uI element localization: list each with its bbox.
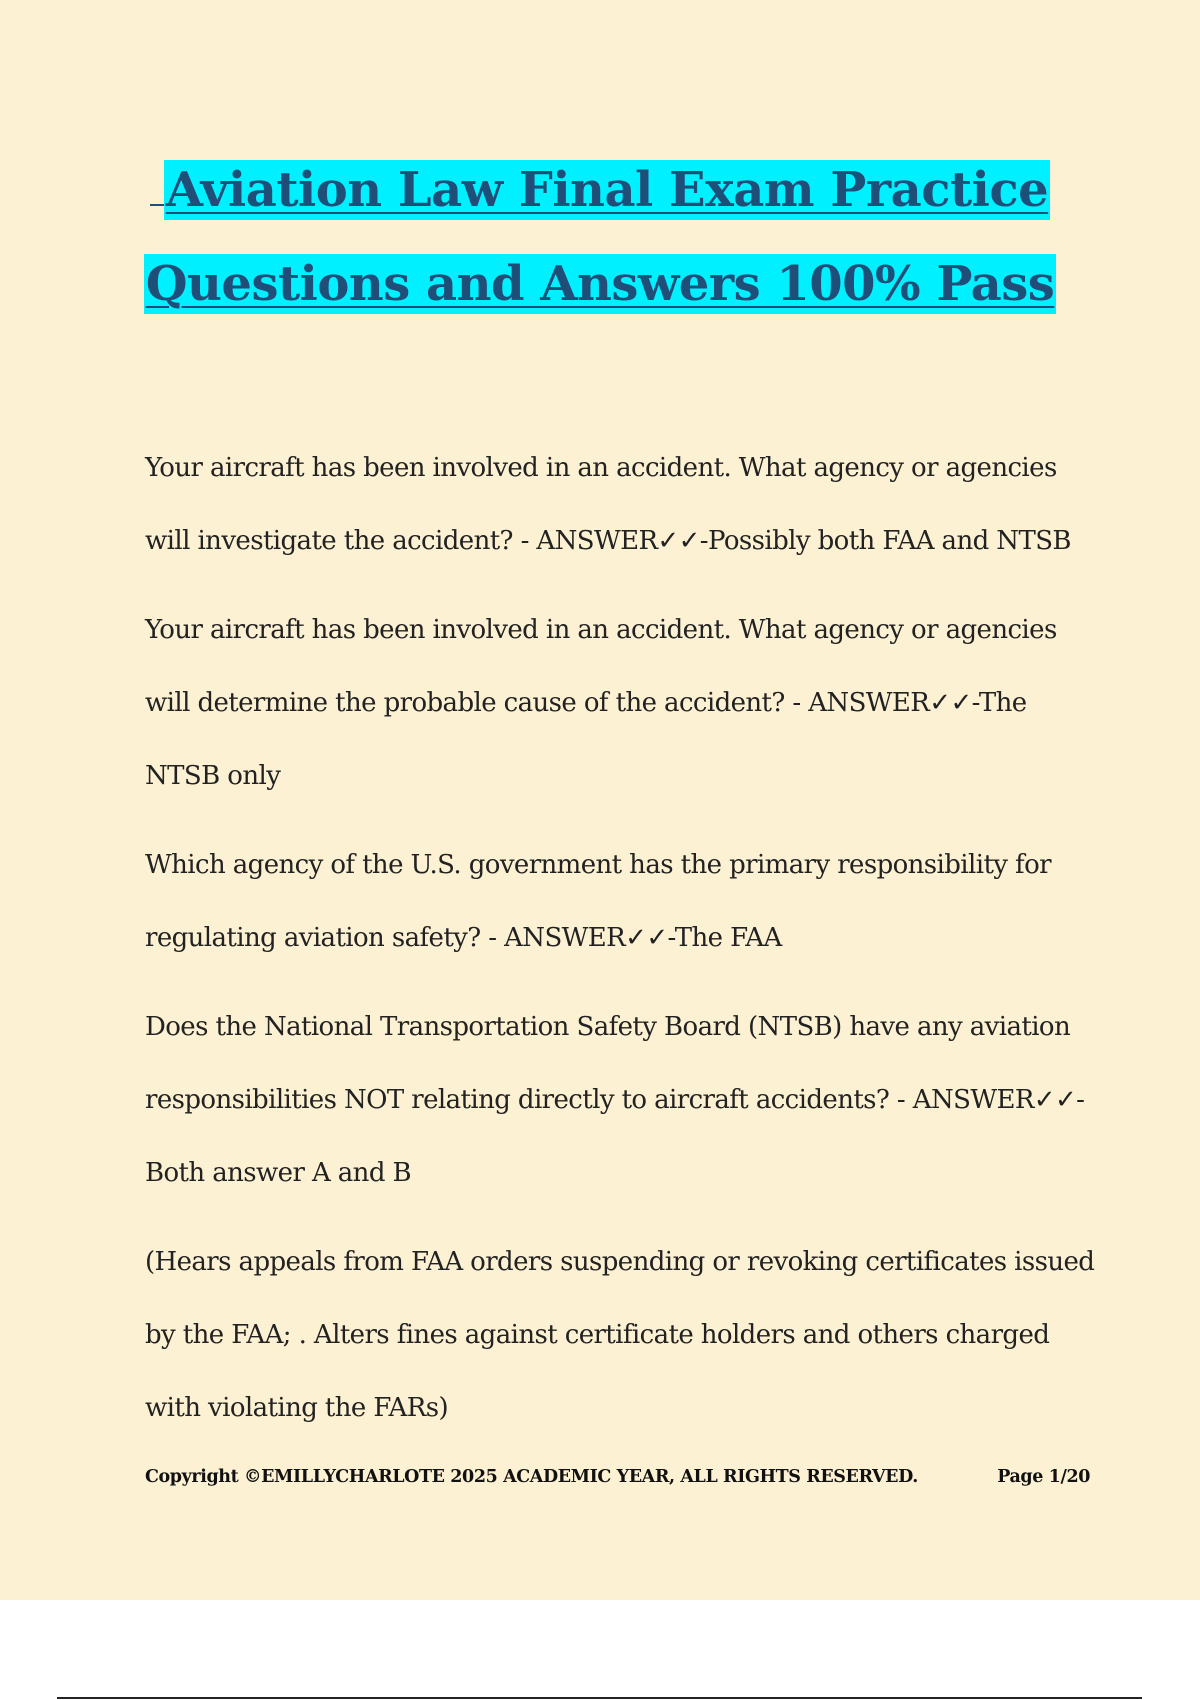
- title-underline-gap: [150, 160, 164, 206]
- qa-line: will determine the probable cause of the accident? - ANSWER✓✓-The: [145, 688, 1027, 718]
- qa-item: [145, 829, 1095, 975]
- qa-line: NTSB only: [145, 761, 281, 791]
- qa-list: [145, 432, 1095, 1461]
- title-line-1: Aviation Law Final Exam Practice: [165, 162, 1049, 218]
- qa-line: regulating aviation safety? - ANSWER✓✓-The FAA: [145, 923, 782, 953]
- qa-line: by the FAA; . Alters fines against certificate holders and others charged: [145, 1320, 1050, 1350]
- qa-item: [145, 594, 1095, 813]
- qa-line: Does the National Transportation Safety Board (NTSB) have any aviation: [145, 1012, 1071, 1042]
- document-title: [0, 160, 1200, 314]
- qa-line: Your aircraft has been involved in an accident. What agency or agencies: [145, 615, 1057, 645]
- qa-item: [145, 991, 1095, 1210]
- copyright-notice: Copyright ©EMILLYCHARLOTE 2025 ACADEMIC YEAR, ALL RIGHTS RESERVED.: [145, 1467, 918, 1487]
- qa-line: (Hears appeals from FAA orders suspending or revoking certificates issued: [145, 1247, 1095, 1277]
- title-line-2: Questions and Answers 100% Pass: [145, 256, 1055, 312]
- qa-line: Both answer A and B: [145, 1158, 412, 1188]
- page-footer: [145, 1467, 1090, 1487]
- bottom-divider: [57, 1697, 1142, 1699]
- qa-item: [145, 1226, 1095, 1445]
- qa-line: responsibilities NOT relating directly to aircraft accidents? - ANSWER✓✓-: [145, 1085, 1085, 1115]
- page-number: Page 1/20: [997, 1467, 1090, 1487]
- qa-line: will investigate the accident? - ANSWER✓✓-Possibly both FAA and NTSB: [145, 526, 1071, 556]
- qa-line: Your aircraft has been involved in an accident. What agency or agencies: [145, 453, 1057, 483]
- qa-item: [145, 432, 1095, 578]
- qa-line: Which agency of the U.S. government has the primary responsibility for: [145, 850, 1051, 880]
- qa-line: with violating the FARs): [145, 1393, 448, 1423]
